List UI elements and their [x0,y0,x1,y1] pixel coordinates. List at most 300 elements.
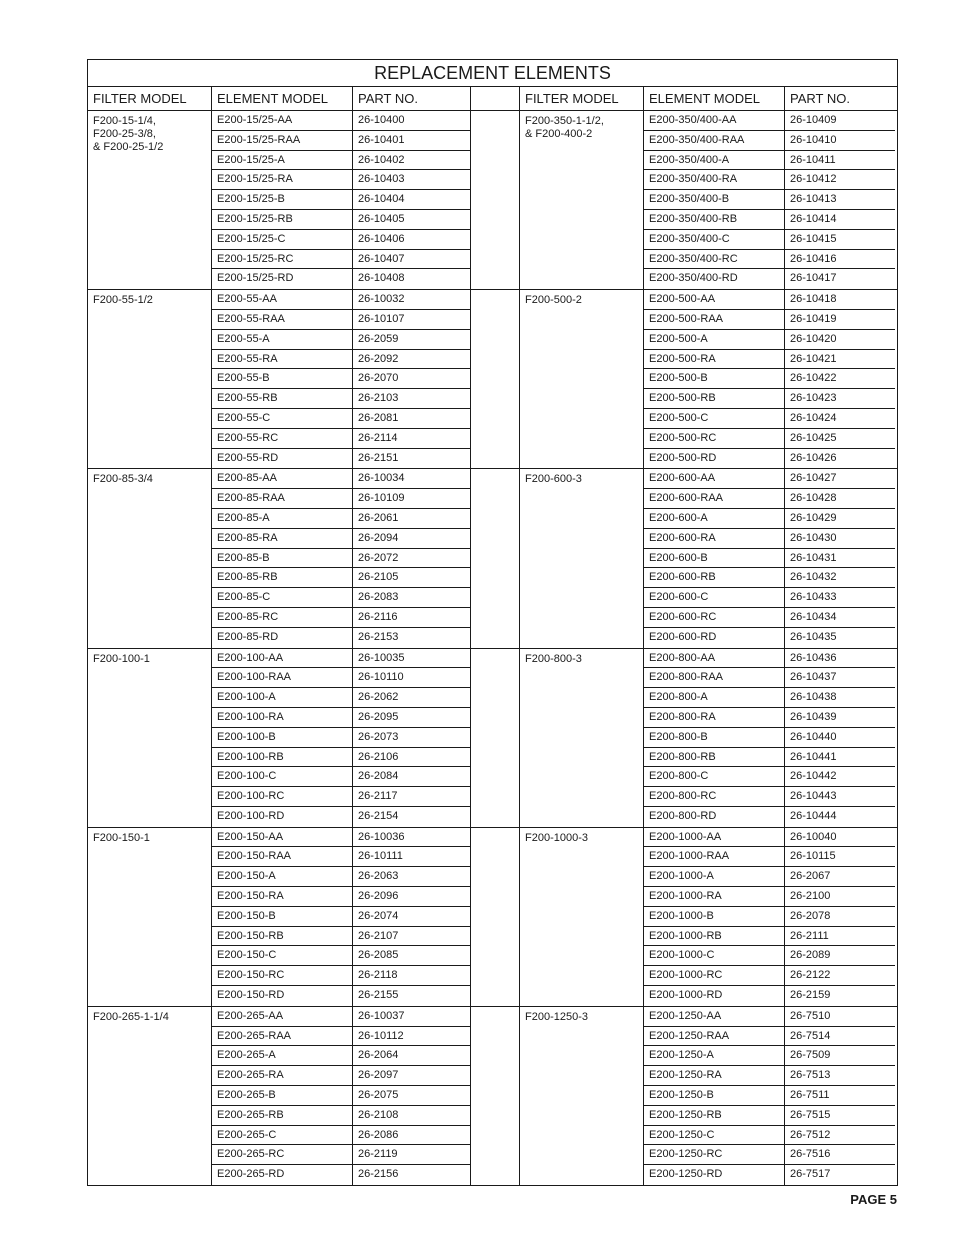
table-row [644,190,895,210]
element-list [644,290,895,468]
part-no-cell: 26-2073 [353,728,471,747]
table-row [212,927,471,947]
filter-model-cell: F200-150-1 [88,828,212,1006]
filter-group-row [88,290,897,469]
element-model-cell: E200-800-C [644,767,785,786]
table-row [212,1046,471,1066]
part-no-cell: 26-10408 [353,269,471,289]
part-no-cell: 26-2096 [353,887,471,906]
part-no-cell: 26-10434 [790,610,837,623]
part-no-cell: 26-2072 [353,549,471,568]
part-no-cell: 26-10037 [353,1007,471,1026]
part-no-cell: 26-10400 [353,111,471,130]
part-no-cell: 26-2059 [353,330,471,349]
part-no-cell: 26-2070 [353,369,471,388]
table-row [644,469,895,489]
part-no-cell: 26-2103 [353,389,471,408]
element-model-cell: E200-85-RAA [212,489,353,508]
element-model-cell: E200-85-AA [212,469,353,488]
element-model-cell: E200-1000-C [644,946,785,965]
part-no-cell: 26-2061 [353,509,471,528]
table-row [212,1066,471,1086]
element-model-cell: E200-1250-RAA [644,1027,785,1046]
part-no-cell: 26-10421 [790,352,837,365]
column-gap [471,1007,520,1185]
part-no-cell: 26-10419 [790,312,837,325]
element-model-cell: E200-800-B [644,728,785,747]
table-row [212,1126,471,1146]
table-row [212,250,471,270]
table-row [212,946,471,966]
element-model-cell: E200-1000-RA [644,887,785,906]
table-row [212,568,471,588]
part-no-cell: 26-2095 [353,708,471,727]
filter-model-cell: F200-55-1/2 [88,290,212,468]
table-row [644,1027,895,1047]
table-row [212,728,471,748]
element-model-cell: E200-85-RA [212,529,353,548]
element-model-cell: E200-600-AA [644,469,785,488]
table-row [212,1086,471,1106]
table-row [644,748,895,768]
part-no-cell: 26-2117 [353,787,471,806]
element-model-cell: E200-55-RB [212,389,353,408]
table-row [644,549,895,569]
element-model-cell: E200-15/25-C [212,230,353,249]
part-no-cell: 26-10431 [790,551,837,564]
element-model-cell: E200-100-C [212,767,353,786]
part-no-cell: 26-10433 [790,591,837,604]
element-list [644,828,895,1006]
table-row [644,568,895,588]
table-row [644,728,895,748]
element-model-cell: E200-600-RB [644,568,785,587]
element-model-cell: E200-150-C [212,946,353,965]
part-no-cell: 26-7515 [790,1108,831,1121]
part-no-cell: 26-10035 [353,649,471,668]
element-model-cell: E200-500-RD [644,449,785,469]
table-row [644,1086,895,1106]
part-no-cell: 26-2116 [353,608,471,627]
part-no-cell: 26-2064 [353,1046,471,1065]
left-filter-group [88,828,471,1006]
table-row [212,1027,471,1047]
element-model-cell: E200-600-RAA [644,489,785,508]
part-no-cell: 26-10439 [790,710,837,723]
filter-model-cell: F200-350-1-1/2, & F200-400-2 [520,111,644,289]
part-no-cell: 26-10402 [353,151,471,170]
table-row [644,649,895,669]
table-row [644,1046,895,1066]
table-row [644,966,895,986]
part-no-cell: 26-10414 [790,212,837,225]
table-row [644,310,895,330]
table-row [644,369,895,389]
element-model-cell: E200-350/400-B [644,190,785,209]
element-model-cell: E200-265-RB [212,1106,353,1125]
filter-group-row [88,649,897,828]
filter-model-cell: F200-500-2 [520,290,644,468]
table-row [212,986,471,1006]
table-row [644,489,895,509]
part-no-cell: 26-10032 [353,290,471,309]
table-row [644,1066,895,1086]
replacement-elements-table [87,59,898,1186]
element-model-cell: E200-85-A [212,509,353,528]
part-no-cell: 26-10415 [790,232,837,245]
element-model-cell: E200-1250-A [644,1046,785,1065]
part-no-cell: 26-10444 [790,809,837,822]
table-row [212,290,471,310]
table-row [644,828,895,848]
table-title: REPLACEMENT ELEMENTS [88,60,897,87]
element-model-cell: E200-100-A [212,688,353,707]
element-model-cell: E200-265-RD [212,1165,353,1185]
part-no-cell: 26-10442 [790,770,837,783]
header-element-model-right: ELEMENT MODEL [644,87,785,110]
column-gap [471,649,520,827]
element-model-cell: E200-15/25-RD [212,269,353,289]
table-row [212,748,471,768]
table-row [212,887,471,907]
table-row [212,151,471,171]
left-filter-group [88,290,471,468]
part-no-cell: 26-10040 [790,830,837,843]
table-row [212,767,471,787]
part-no-cell: 26-10426 [790,451,837,464]
element-model-cell: E200-500-RC [644,429,785,448]
table-row [644,210,895,230]
element-model-cell: E200-500-AA [644,290,785,309]
element-model-cell: E200-1000-A [644,867,785,886]
part-no-cell: 26-2078 [790,909,831,922]
right-filter-group [520,290,895,468]
element-list [212,290,471,468]
element-model-cell: E200-100-RA [212,708,353,727]
part-no-cell: 26-10410 [790,133,837,146]
element-list [644,111,895,289]
part-no-cell: 26-2105 [353,568,471,587]
table-row [212,429,471,449]
part-no-cell: 26-2154 [353,807,471,827]
element-model-cell: E200-800-A [644,688,785,707]
element-model-cell: E200-100-RB [212,748,353,767]
filter-group-row [88,469,897,648]
table-row [212,807,471,827]
part-no-cell: 26-2075 [353,1086,471,1105]
part-no-cell: 26-2063 [353,867,471,886]
table-row [644,429,895,449]
element-model-cell: E200-600-C [644,588,785,607]
element-model-cell: E200-150-RAA [212,847,353,866]
table-row [212,449,471,469]
element-model-cell: E200-500-B [644,369,785,388]
table-row [212,668,471,688]
part-no-cell: 26-10418 [790,293,837,306]
part-no-cell: 26-10424 [790,411,837,424]
table-row [644,409,895,429]
part-no-cell: 26-2085 [353,946,471,965]
element-model-cell: E200-600-A [644,509,785,528]
part-no-cell: 26-2159 [790,989,831,1002]
column-gap [471,87,520,110]
element-model-cell: E200-1250-B [644,1086,785,1105]
table-row [644,389,895,409]
table-row [644,986,895,1006]
part-no-cell: 26-2111 [790,929,829,942]
element-model-cell: E200-1250-RD [644,1165,785,1185]
element-model-cell: E200-600-RA [644,529,785,548]
element-model-cell: E200-265-A [212,1046,353,1065]
table-row [644,927,895,947]
table-row [644,1007,895,1027]
table-row [644,946,895,966]
part-no-cell: 26-2097 [353,1066,471,1085]
table-row [644,867,895,887]
part-no-cell: 26-7512 [790,1128,831,1141]
part-no-cell: 26-10427 [790,472,837,485]
element-model-cell: E200-150-RC [212,966,353,985]
element-model-cell: E200-500-RB [644,389,785,408]
column-gap [471,111,520,289]
part-no-cell: 26-2084 [353,767,471,786]
element-model-cell: E200-265-RAA [212,1027,353,1046]
element-model-cell: E200-500-A [644,330,785,349]
part-no-cell: 26-10409 [790,114,837,126]
element-model-cell: E200-100-RAA [212,668,353,687]
element-list [212,1007,471,1185]
table-row [644,1106,895,1126]
element-model-cell: E200-600-RC [644,608,785,627]
table-row [644,1145,895,1165]
element-model-cell: E200-265-AA [212,1007,353,1026]
element-list [212,469,471,647]
table-row [644,628,895,648]
part-no-cell: 26-7517 [790,1168,831,1181]
part-no-cell: 26-2083 [353,588,471,607]
page-number: PAGE 5 [850,1192,897,1207]
filter-group-row [88,828,897,1007]
element-model-cell: E200-1250-RB [644,1106,785,1125]
table-row [212,1145,471,1165]
part-no-cell: 26-10404 [353,190,471,209]
left-filter-group [88,649,471,827]
table-row [212,608,471,628]
element-model-cell: E200-85-RB [212,568,353,587]
element-list [212,828,471,1006]
part-no-cell: 26-7513 [790,1069,831,1082]
part-no-cell: 26-10115 [790,850,836,863]
part-no-cell: 26-2114 [353,429,471,448]
header-part-no-right: PART NO. [790,91,850,106]
part-no-cell: 26-10440 [790,730,837,743]
part-no-cell: 26-10423 [790,392,837,405]
table-row [212,529,471,549]
part-no-cell: 26-2107 [353,927,471,946]
part-no-cell: 26-7510 [790,1009,831,1022]
element-model-cell: E200-55-C [212,409,353,428]
element-model-cell: E200-265-RA [212,1066,353,1085]
right-filter-group [520,649,895,827]
element-model-cell: E200-1000-RB [644,927,785,946]
right-filter-group [520,111,895,289]
element-model-cell: E200-55-RA [212,350,353,369]
part-no-cell: 26-2067 [790,870,831,883]
element-model-cell: E200-1000-RD [644,986,785,1006]
part-no-cell: 26-7509 [790,1049,831,1062]
column-gap [471,290,520,468]
element-model-cell: E200-15/25-RA [212,170,353,189]
table-row [212,489,471,509]
element-model-cell: E200-100-AA [212,649,353,668]
part-no-cell: 26-10443 [790,790,837,803]
table-row [212,1165,471,1185]
table-row [644,588,895,608]
table-body [88,111,897,1185]
part-no-cell: 26-10109 [353,489,471,508]
table-row [212,708,471,728]
table-row [644,131,895,151]
element-model-cell: E200-1250-AA [644,1007,785,1026]
table-row [212,409,471,429]
element-model-cell: E200-150-B [212,907,353,926]
table-row [644,269,895,289]
table-row [212,649,471,669]
table-row [644,290,895,310]
element-model-cell: E200-1000-AA [644,828,785,847]
table-row [212,190,471,210]
element-model-cell: E200-55-RAA [212,310,353,329]
part-no-cell: 26-10405 [353,210,471,229]
filter-model-cell: F200-1250-3 [520,1007,644,1185]
part-no-cell: 26-10438 [790,691,837,704]
element-model-cell: E200-350/400-C [644,230,785,249]
element-model-cell: E200-85-RC [212,608,353,627]
part-no-cell: 26-2122 [790,969,831,982]
table-row [644,350,895,370]
left-filter-group [88,1007,471,1185]
table-row [212,389,471,409]
table-row [212,310,471,330]
filter-model-cell: F200-85-3/4 [88,469,212,647]
element-model-cell: E200-150-RB [212,927,353,946]
table-row [644,111,895,131]
part-no-cell: 26-10430 [790,531,837,544]
part-no-cell: 26-2081 [353,409,471,428]
element-model-cell: E200-150-A [212,867,353,886]
table-row [212,131,471,151]
table-row [212,330,471,350]
table-row [212,269,471,289]
element-model-cell: E200-100-RD [212,807,353,827]
right-filter-group [520,469,895,647]
element-model-cell: E200-1250-RC [644,1145,785,1164]
part-no-cell: 26-10111 [353,847,471,866]
element-model-cell: E200-15/25-A [212,151,353,170]
part-no-cell: 26-10437 [790,671,837,684]
part-no-cell: 26-10429 [790,511,837,524]
part-no-cell: 26-10422 [790,372,837,385]
part-no-cell: 26-2108 [353,1106,471,1125]
element-model-cell: E200-85-B [212,549,353,568]
element-list [644,1007,895,1185]
table-row [644,170,895,190]
table-row [644,330,895,350]
table-row [644,907,895,927]
element-model-cell: E200-500-RA [644,350,785,369]
element-model-cell: E200-100-B [212,728,353,747]
part-no-cell: 26-10406 [353,230,471,249]
table-row [644,509,895,529]
table-row [644,250,895,270]
table-row [212,509,471,529]
filter-model-cell: F200-800-3 [520,649,644,827]
part-no-cell: 26-2086 [353,1126,471,1145]
table-row [212,867,471,887]
element-model-cell: E200-265-RC [212,1145,353,1164]
part-no-cell: 26-10425 [790,431,837,444]
table-header-row [88,87,897,111]
part-no-cell: 26-2153 [353,628,471,648]
part-no-cell: 26-2094 [353,529,471,548]
element-model-cell: E200-265-C [212,1126,353,1145]
part-no-cell: 26-2119 [353,1145,471,1164]
element-model-cell: E200-55-RC [212,429,353,448]
part-no-cell: 26-7511 [790,1089,830,1102]
element-model-cell: E200-800-RA [644,708,785,727]
element-model-cell: E200-1000-B [644,907,785,926]
element-list [212,649,471,827]
table-row [212,170,471,190]
part-no-cell: 26-10036 [353,828,471,847]
element-model-cell: E200-1000-RAA [644,847,785,866]
part-no-cell: 26-10407 [353,250,471,269]
table-row [644,449,895,469]
part-no-cell: 26-10112 [353,1027,471,1046]
element-model-cell: E200-800-RAA [644,668,785,687]
element-list [212,111,471,289]
table-row [644,529,895,549]
table-row [644,807,895,827]
filter-group-row [88,111,897,290]
element-list [644,649,895,827]
part-no-cell: 26-10412 [790,173,837,186]
table-row [644,708,895,728]
element-model-cell: E200-350/400-A [644,151,785,170]
element-model-cell: E200-500-RAA [644,310,785,329]
element-model-cell: E200-600-RD [644,628,785,648]
table-row [644,767,895,787]
part-no-cell: 26-2118 [353,966,471,985]
element-model-cell: E200-15/25-B [212,190,353,209]
element-model-cell: E200-85-RD [212,628,353,648]
table-row [644,1126,895,1146]
element-list [644,469,895,647]
part-no-cell: 26-10417 [790,272,837,285]
element-model-cell: E200-800-RB [644,748,785,767]
part-no-cell: 26-2089 [790,949,831,962]
element-model-cell: E200-600-B [644,549,785,568]
element-model-cell: E200-150-AA [212,828,353,847]
part-no-cell: 26-10034 [353,469,471,488]
element-model-cell: E200-350/400-RA [644,170,785,189]
element-model-cell: E200-1000-RC [644,966,785,985]
table-row [212,688,471,708]
table-row [644,1165,895,1185]
table-row [644,688,895,708]
left-filter-group [88,111,471,289]
element-model-cell: E200-265-B [212,1086,353,1105]
